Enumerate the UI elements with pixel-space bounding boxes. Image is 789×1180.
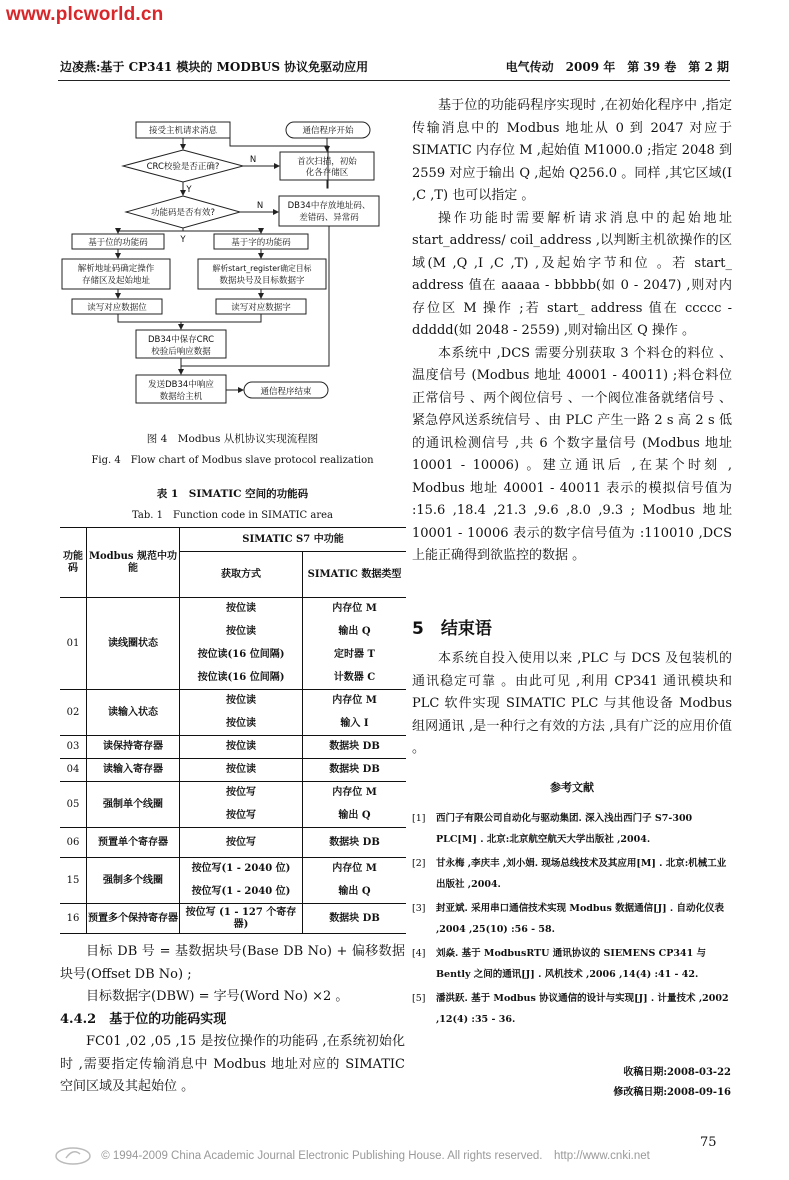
right-paragraph-2: 操作功能时需要解析请求消息中的起始地址 start_address/ coil_address ,以判断主机欲操作的区域(M ,Q ,I ,C ,T) ,及起始字节和位 。若 start_ address 值在 aaaaa - bbbbb(如 0 - 2047) ,则对内存位区 M 操作 ;若 start_ address 值在 ccccc - ddddd(如 2048 - 2559) ,则对输出区 Q 操作 。 [412, 210, 732, 338]
reference-number: [4] [412, 948, 426, 959]
cell-data-type: 内存位 M [303, 782, 407, 805]
cell-code: 05 [60, 782, 87, 828]
fc-bitfc-label: 基于位的功能码 [88, 238, 148, 248]
cell-data-type: 输出 Q [303, 805, 407, 828]
fc-init-label-1: 首次扫描，初始 [297, 157, 357, 167]
running-header-right: 电气传动 2009 年 第 39 卷 第 2 期 [505, 60, 729, 74]
flowchart-figure [58, 104, 408, 416]
fc-parse1-label-1: 解析地址码确定操作 [77, 264, 155, 274]
fc-error-label-2: 差错码、异常码 [299, 213, 359, 223]
cell-modbus-function: 读保持寄存器 [87, 736, 180, 759]
right-column-text [412, 95, 732, 568]
right-paragraph-3: 本系统中 ,DCS 需要分别获取 3 个料仓的料位 、温度信号 (Modbus 地址 40001 - 40011) ;料仓料位正常信号 、两个阀位信号 、一个阀位准备就绪信号 、紧急停风送系统信号 、由 PLC 产生一路 2 s 高 2 s 低的通讯检测信号 ,共 6 个数字量信号 (Modbus 地址 10001 - 10006) 。建立通讯后 ,在某个时刻 , Modbus 地址 40001 - 40011 表示的模拟信号值为 :15.6 ,18.4 ,21.3 ,9.6 ,8.0 ,9.3 ; Modbus 地址 10001 - 10006 表示的数字信号值为 :110010 ,DCS 上能正确得到欲监控的数据 。 [412, 345, 732, 563]
fc-label-n1: N [249, 155, 257, 165]
left-paragraph-3: FC01 ,02 ,05 ,15 是按位操作的功能码 ,在系统初始化时 ,需要指定传输消息中 Modbus 地址对应的 SIMATIC 空间区域及其起始位 。 [60, 1034, 405, 1094]
th-modbus: Modbus 规范中功能 [87, 528, 180, 598]
cell-data-type: 内存位 M [303, 858, 407, 881]
cell-code: 16 [60, 904, 87, 934]
reference-item [412, 853, 732, 895]
reference-text: 封亚斌. 采用串口通信技术实现 Modbus 数据通信[J] . 自动化仪表 ,2004 ,25(10) :56 - 58. [436, 903, 725, 935]
table-row [60, 858, 406, 881]
cell-modbus-function: 预置单个寄存器 [87, 828, 180, 858]
cell-method: 按位读 [180, 690, 303, 713]
reference-number: [5] [412, 993, 426, 1004]
conclusion-text [412, 648, 732, 761]
running-header-left: 边凌燕:基于 CP341 模块的 MODBUS 协议免驱动应用 [60, 60, 369, 74]
reference-item [412, 898, 732, 940]
fc-label-y2: Y [180, 235, 186, 245]
th-method: 获取方式 [180, 552, 303, 598]
cell-method: 按位写 [180, 828, 303, 858]
table-row [60, 759, 406, 782]
fc-send-label-2: 数据给主机 [159, 392, 203, 402]
fc-label-y1: Y [186, 185, 192, 195]
cell-data-type: 计数器 C [303, 667, 407, 690]
cell-method: 按位写(1 - 2040 位) [180, 881, 303, 904]
cell-modbus-function: 读输入寄存器 [87, 759, 180, 782]
table-row [60, 782, 406, 805]
left-column-text [60, 941, 405, 1099]
th-s7: SIMATIC S7 中功能 [180, 528, 407, 552]
function-code-table [60, 527, 406, 934]
cell-data-type: 输入 I [303, 713, 407, 736]
figure-caption-zh: 图 4 Modbus 从机协议实现流程图 [146, 433, 319, 445]
table-row [60, 736, 406, 759]
table-row [60, 828, 406, 858]
left-paragraph-1: 目标 DB 号 = 基数据块号(Base DB No) + 偏移数据块号(Offset DB No) ; [60, 944, 405, 982]
left-paragraph-2: 目标数据字(DBW) = 字号(Word No) ×2 。 [86, 989, 349, 1004]
cell-data-type: 数据块 DB [303, 828, 407, 858]
copyright-footer [54, 1146, 734, 1166]
cell-code: 03 [60, 736, 87, 759]
cell-method: 按位写 [180, 805, 303, 828]
cell-modbus-function: 强制多个线圈 [87, 858, 180, 904]
cell-method: 按位写 [180, 782, 303, 805]
page-number: 75 [700, 1135, 717, 1150]
copyright-text: © 1994-2009 China Academic Journal Electronic Publishing House. All rights reserved. http://www.cnki.net [101, 1150, 650, 1163]
cell-code: 04 [60, 759, 87, 782]
cell-method: 按位读 [180, 713, 303, 736]
cell-data-type: 数据块 DB [303, 904, 407, 934]
cell-data-type: 数据块 DB [303, 736, 407, 759]
cell-method: 按位读 [180, 736, 303, 759]
right-paragraph-4: 本系统自投入使用以来 ,PLC 与 DCS 及包装机的通讯稳定可靠 。由此可见 ,利用 CP341 通讯模块和 PLC 软件实现 SIMATIC PLC 与其他设备 Modbus 组网通讯 ,是一种行之有效的方法 ,具有广泛的应用价值 。 [412, 651, 732, 756]
received-date: 收稿日期:2008-03-22 [623, 1067, 731, 1078]
fc-init-label-2: 化各存储区 [305, 168, 349, 178]
cell-modbus-function: 强制单个线圈 [87, 782, 180, 828]
cell-code: 06 [60, 828, 87, 858]
fc-end-label: 通信程序结束 [260, 387, 312, 397]
table-caption-zh: 表 1 SIMATIC 空间的功能码 [156, 488, 309, 500]
cell-data-type: 内存位 M [303, 598, 407, 621]
references-list [412, 808, 732, 1033]
cell-code: 15 [60, 858, 87, 904]
cell-data-type: 定时器 T [303, 644, 407, 667]
fc-rwbit-label: 读写对应数据位 [87, 303, 147, 313]
reference-item [412, 943, 732, 985]
reference-item [412, 808, 732, 850]
site-watermark: www.plcworld.cn [6, 4, 164, 25]
reference-item [412, 988, 732, 1030]
fc-parse2-label-1: 解析start_register确定目标 [212, 264, 312, 273]
cell-method: 按位读(16 位间隔) [180, 667, 303, 690]
table-row [60, 690, 406, 713]
section-heading-5: 5 结束语 [412, 619, 492, 639]
cell-modbus-function: 读线圈状态 [87, 598, 180, 690]
cell-data-type: 输出 Q [303, 621, 407, 644]
fc-start-label: 通信程序开始 [302, 126, 354, 136]
table-row [60, 904, 406, 934]
cell-method: 按位读 [180, 759, 303, 782]
figure-caption-en: Fig. 4 Flow chart of Modbus slave protocol realization [91, 455, 374, 466]
reference-number: [2] [412, 858, 426, 869]
fc-savecrc-label-1: DB34中保存CRC [147, 335, 215, 345]
th-code: 功能码 [60, 528, 87, 598]
cell-method: 按位读(16 位间隔) [180, 644, 303, 667]
revised-date: 修改稿日期:2008-09-16 [613, 1087, 731, 1098]
reference-text: 潘洪跃. 基于 Modbus 协议通信的设计与实现[J] . 计量技术 ,2002 ,12(4) :35 - 36. [436, 993, 729, 1025]
right-paragraph-1: 基于位的功能码程序实现时 ,在初始化程序中 ,指定传输消息中的 Modbus 地址从 0 到 2047 对应于 SIMATIC 内存位 M ,起始值 M1000.0 ;指定 2048 到 2559 对应于输出 Q ,起始 Q256.0 。同样 ,其它区域(I ,C ,T) 也可以指定 。 [412, 98, 732, 203]
reference-text: 刘焱. 基于 ModbusRTU 通讯协议的 SIEMENS CP341 与 Bently 之间的通讯[J] . 风机技术 ,2006 ,14(4) :41 - 42. [436, 948, 707, 980]
header-rule [58, 80, 730, 81]
cell-modbus-function: 读输入状态 [87, 690, 180, 736]
cnki-logo-icon [54, 1146, 92, 1166]
cell-data-type: 内存位 M [303, 690, 407, 713]
fc-crc-label: CRC校验是否正确? [146, 162, 220, 172]
cell-method: 按位写(1 - 2040 位) [180, 858, 303, 881]
table-caption-en: Tab. 1 Function code in SIMATIC area [132, 510, 333, 521]
fc-error-label-1: DB34中存放地址码、 [287, 201, 371, 211]
fc-receive-label: 接受主机请求消息 [148, 126, 218, 136]
fc-rwword-label: 读写对应数据字 [231, 303, 291, 313]
cell-method: 按位读 [180, 598, 303, 621]
fc-parse1-label-2: 存储区及起始地址 [81, 276, 151, 286]
cell-data-type: 输出 Q [303, 881, 407, 904]
fc-wordfc-label: 基于字的功能码 [231, 238, 291, 248]
reference-text: 甘永梅 ,李庆丰 ,刘小娟. 现场总线技术及其应用[M] . 北京:机械工业出版社 ,2004. [436, 858, 727, 890]
reference-number: [3] [412, 903, 426, 914]
cell-modbus-function: 预置多个保持寄存器 [87, 904, 180, 934]
cell-code: 02 [60, 690, 87, 736]
table-row [60, 598, 406, 621]
references-title: 参考文献 [550, 781, 594, 794]
th-type: SIMATIC 数据类型 [303, 552, 407, 598]
fc-label-n2: N [256, 201, 264, 211]
cell-method: 按位写 (1 - 127 个寄存器) [180, 904, 303, 934]
cell-method: 按位读 [180, 621, 303, 644]
cell-code: 01 [60, 598, 87, 690]
subsection-heading-4-4-2: 4.4.2 基于位的功能码实现 [60, 1011, 227, 1027]
reference-number: [1] [412, 813, 426, 824]
fc-parse2-label-2: 数据块号及目标数据字 [219, 276, 305, 286]
fc-send-label-1: 发送DB34中响应 [148, 380, 214, 390]
fc-savecrc-label-2: 校验后响应数据 [151, 347, 211, 357]
cell-data-type: 数据块 DB [303, 759, 407, 782]
fc-fcvalid-label: 功能码是否有效? [150, 208, 216, 218]
reference-text: 西门子有限公司自动化与驱动集团. 深入浅出西门子 S7-300 PLC[M] . 北京:北京航空航天大学出版社 ,2004. [436, 813, 693, 845]
